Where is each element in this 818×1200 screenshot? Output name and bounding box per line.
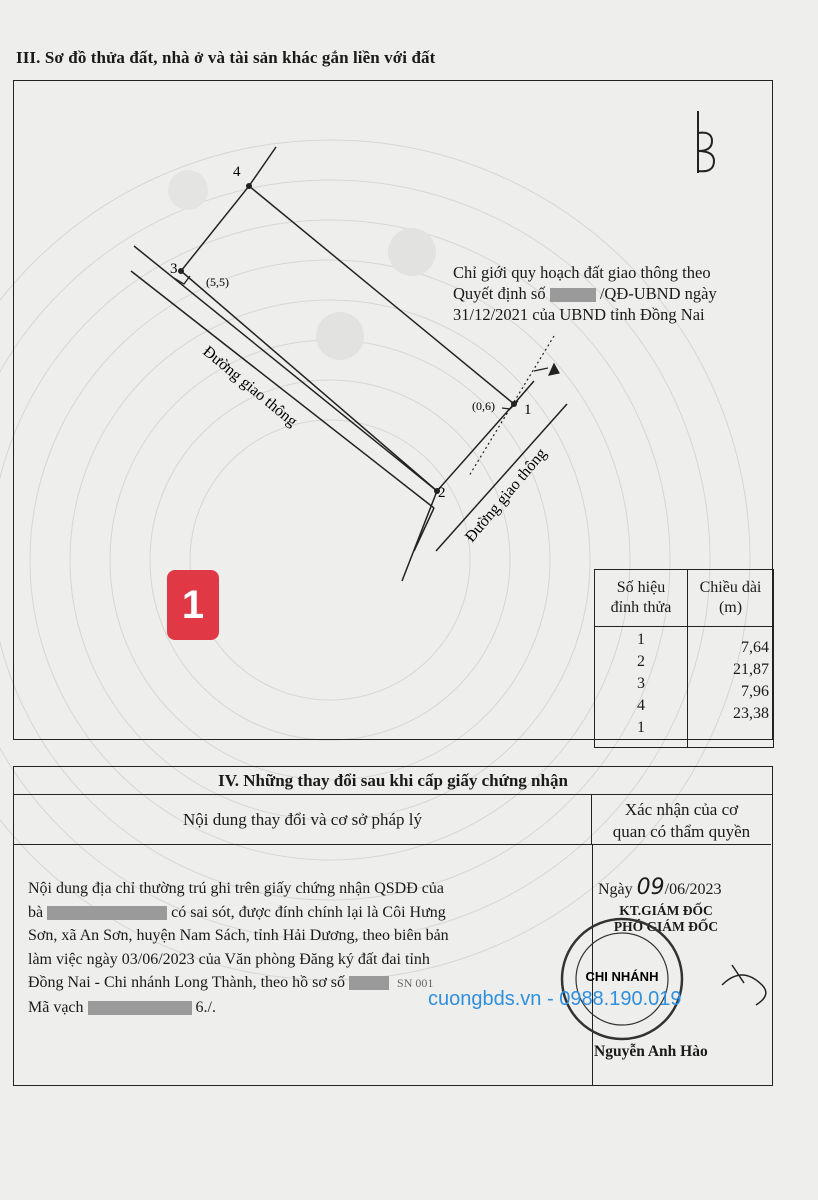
redacted-block [88,1001,192,1015]
length-cell: 23,38 [733,705,769,722]
road-edge-lower [131,271,434,508]
section3-title: III. Sơ đồ thửa đất, nhà ở và tài sản khác gắn liền với đất [16,48,436,67]
signer-name: Nguyễn Anh Hào [594,1043,708,1060]
plot-boundary [181,186,514,491]
vertex-label-4: 4 [233,164,241,180]
vertex-cell: 1 [637,719,645,736]
vertex-label-2: 2 [438,485,446,501]
changes-section-box [13,766,773,1086]
redacted-block [550,288,596,302]
planning-note-line3: 31/12/2021 của UBND tỉnh Đồng Nai [453,305,705,324]
vertex-cell: 3 [637,675,645,692]
image-number-badge: 1 [167,570,219,640]
redacted-block [349,976,389,990]
vertex-cell: 2 [637,653,645,670]
planning-note-line1: Chỉ giới quy hoạch đất giao thông theo [453,263,711,282]
vertex-label-3: 3 [170,261,178,277]
length-cell: 21,87 [733,661,769,678]
road-label-2: Đường giao thông [462,445,551,546]
svg-text:CHI NHÁNH: CHI NHÁNH [585,969,659,984]
vertex-length-table [594,569,774,748]
changes-header-right: Xác nhận của cơ quan có thẩm quyền [592,795,771,845]
length-cell: 7,64 [741,639,769,656]
vertex-cell: 1 [637,631,645,648]
stamp-code: SN 001 [397,976,434,990]
offset-label-right: (0,6) [472,399,495,413]
road-edge-upper [134,246,437,491]
changes-header-left: Nội dung thay đổi và cơ sở pháp lý [14,795,592,845]
section4-title: IV. Những thay đổi sau khi cấp giấy chứng nhận [14,767,772,795]
planning-note [453,262,773,325]
official-stamp [542,909,702,1049]
watermark: cuongbds.vn - 0988.190.019 [428,988,682,1010]
offset-label-top: (5,5) [206,275,229,289]
planning-note-line2: Quyết định số /QĐ-UBND ngày [453,284,717,303]
vertex-column [595,627,688,748]
road2-edge-upper [402,491,437,581]
vertex-label-1: 1 [524,402,532,418]
vertex-cell: 4 [637,697,645,714]
road-label-1: Đường giao thông [199,342,301,431]
land-plot-diagram-box [13,80,773,740]
road2-edge-lower [436,404,567,551]
approval-column [585,845,772,1085]
road2-edge-left [414,508,434,551]
length-cell: 7,96 [741,683,769,700]
extension-top [249,147,276,186]
length-column [688,627,774,748]
redacted-block [47,906,167,920]
signature [712,945,782,1015]
planning-arrow [549,364,559,375]
table-header-vertex: Số hiệu đỉnh thửa [595,570,688,627]
approver-title: KT.GIÁM ĐỐC PHÓ GIÁM ĐỐC [613,903,719,934]
approval-date: Ngày 09/06/2023 [598,875,722,900]
change-content: Nội dung địa chỉ thường trú ghi trên giấy chứng nhận QSDĐ của bà có sai sót, được đính chính lại là Côi Hưng Sơn, xã An Sơn, huyện Nam Sách, tỉnh Hải Dương, theo biên bản làm việc ngày 03/06/2023 của Văn phòng Đăng ký đất đai tỉnh Đồng Nai - Chi nhánh Long Thành, theo hồ sơ số SN 001 Mã vạch 6./. [28,880,449,1016]
table-header-length: Chiều dài (m) [688,570,774,627]
